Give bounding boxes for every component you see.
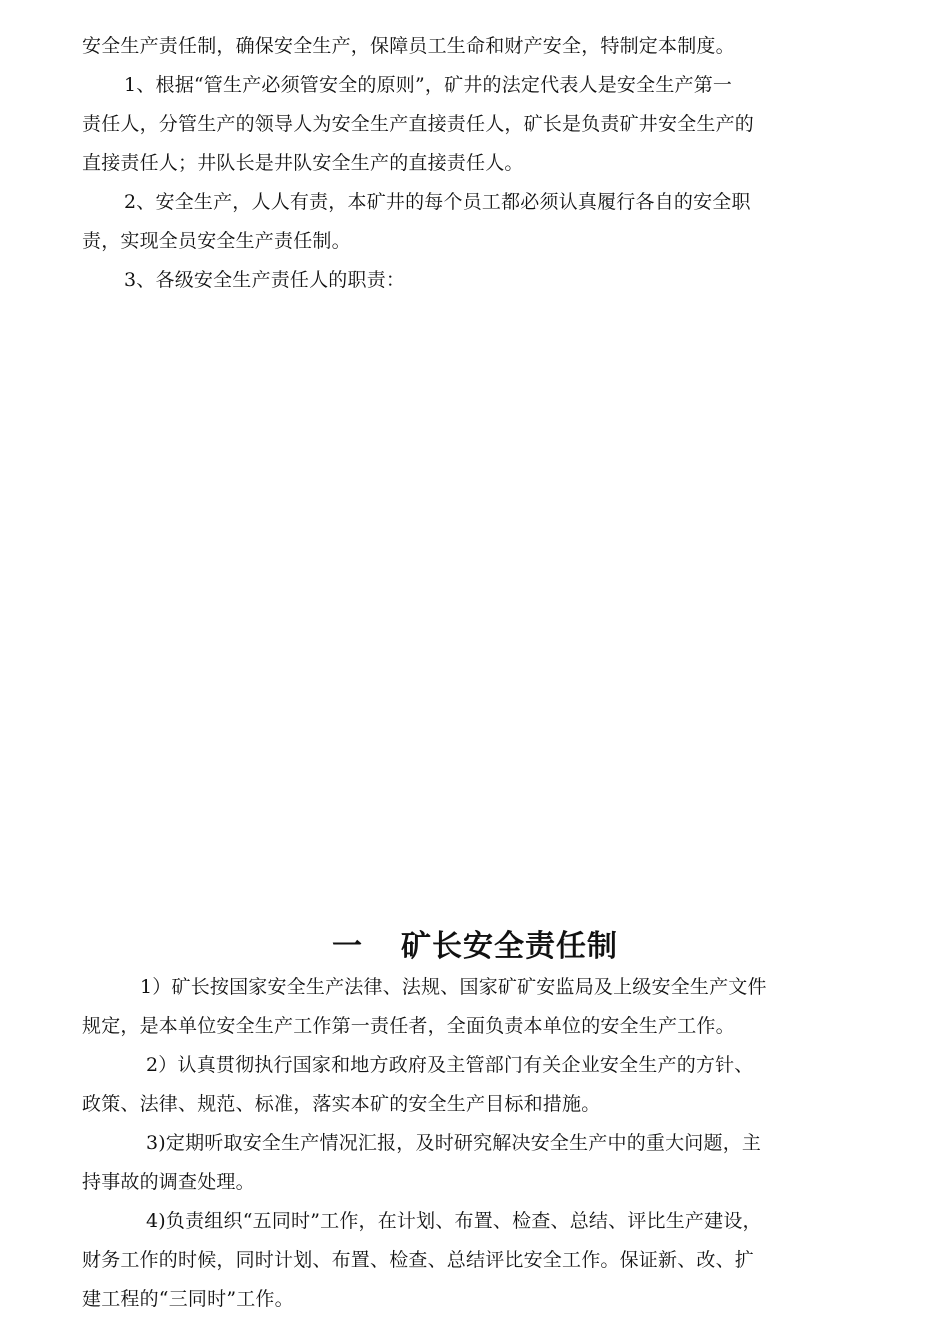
paragraph-line: 责，实现全员安全生产责任制。 — [82, 230, 351, 252]
paragraph-line: 规定，是本单位安全生产工作第一责任者，全面负责本单位的安全生产工作。 — [82, 1015, 735, 1037]
paragraph-line: 3、各级安全生产责任人的职责： — [124, 269, 406, 291]
paragraph-line: 持事故的调查处理。 — [82, 1171, 255, 1193]
paragraph-line: 4)负责组织“五同时”工作，在计划、布置、检查、总结、评比生产建设， — [146, 1210, 762, 1232]
paragraph-line: 1）矿长按国家安全生产法律、法规、国家矿矿安监局及上级安全生产文件 — [140, 976, 767, 998]
paragraph-line: 政策、法律、规范、标准，落实本矿的安全生产目标和措施。 — [82, 1093, 601, 1115]
paragraph-line: 直接责任人；井队长是井队安全生产的直接责任人。 — [82, 152, 524, 174]
paragraph-line: 财务工作的时候，同时计划、布置、检查、总结评比安全工作。保证新、改、扩 — [82, 1249, 755, 1271]
section-title: 矿长安全责任制 — [401, 929, 618, 964]
paragraph-line: 3)定期听取安全生产情况汇报，及时研究解决安全生产中的重大问题，主 — [146, 1132, 762, 1154]
paragraph-line: 安全生产责任制，确保安全生产，保障员工生命和财产安全，特制定本制度。 — [82, 35, 735, 57]
paragraph-line: 责任人，分管生产的领导人为安全生产直接责任人，矿长是负责矿井安全生产的 — [82, 113, 755, 135]
paragraph-line: 1、根据“管生产必须管安全的原则”，矿井的法定代表人是安全生产第一 — [124, 74, 733, 96]
paragraph-line: 2）认真贯彻执行国家和地方政府及主管部门有关企业安全生产的方针、 — [146, 1054, 754, 1076]
section-number: 一 — [332, 929, 363, 964]
paragraph-line: 2、安全生产，人人有责，本矿井的每个员工都必须认真履行各自的安全职 — [124, 191, 751, 213]
paragraph-line: 建工程的“三同时”工作。 — [82, 1288, 294, 1310]
section-heading — [0, 928, 950, 966]
